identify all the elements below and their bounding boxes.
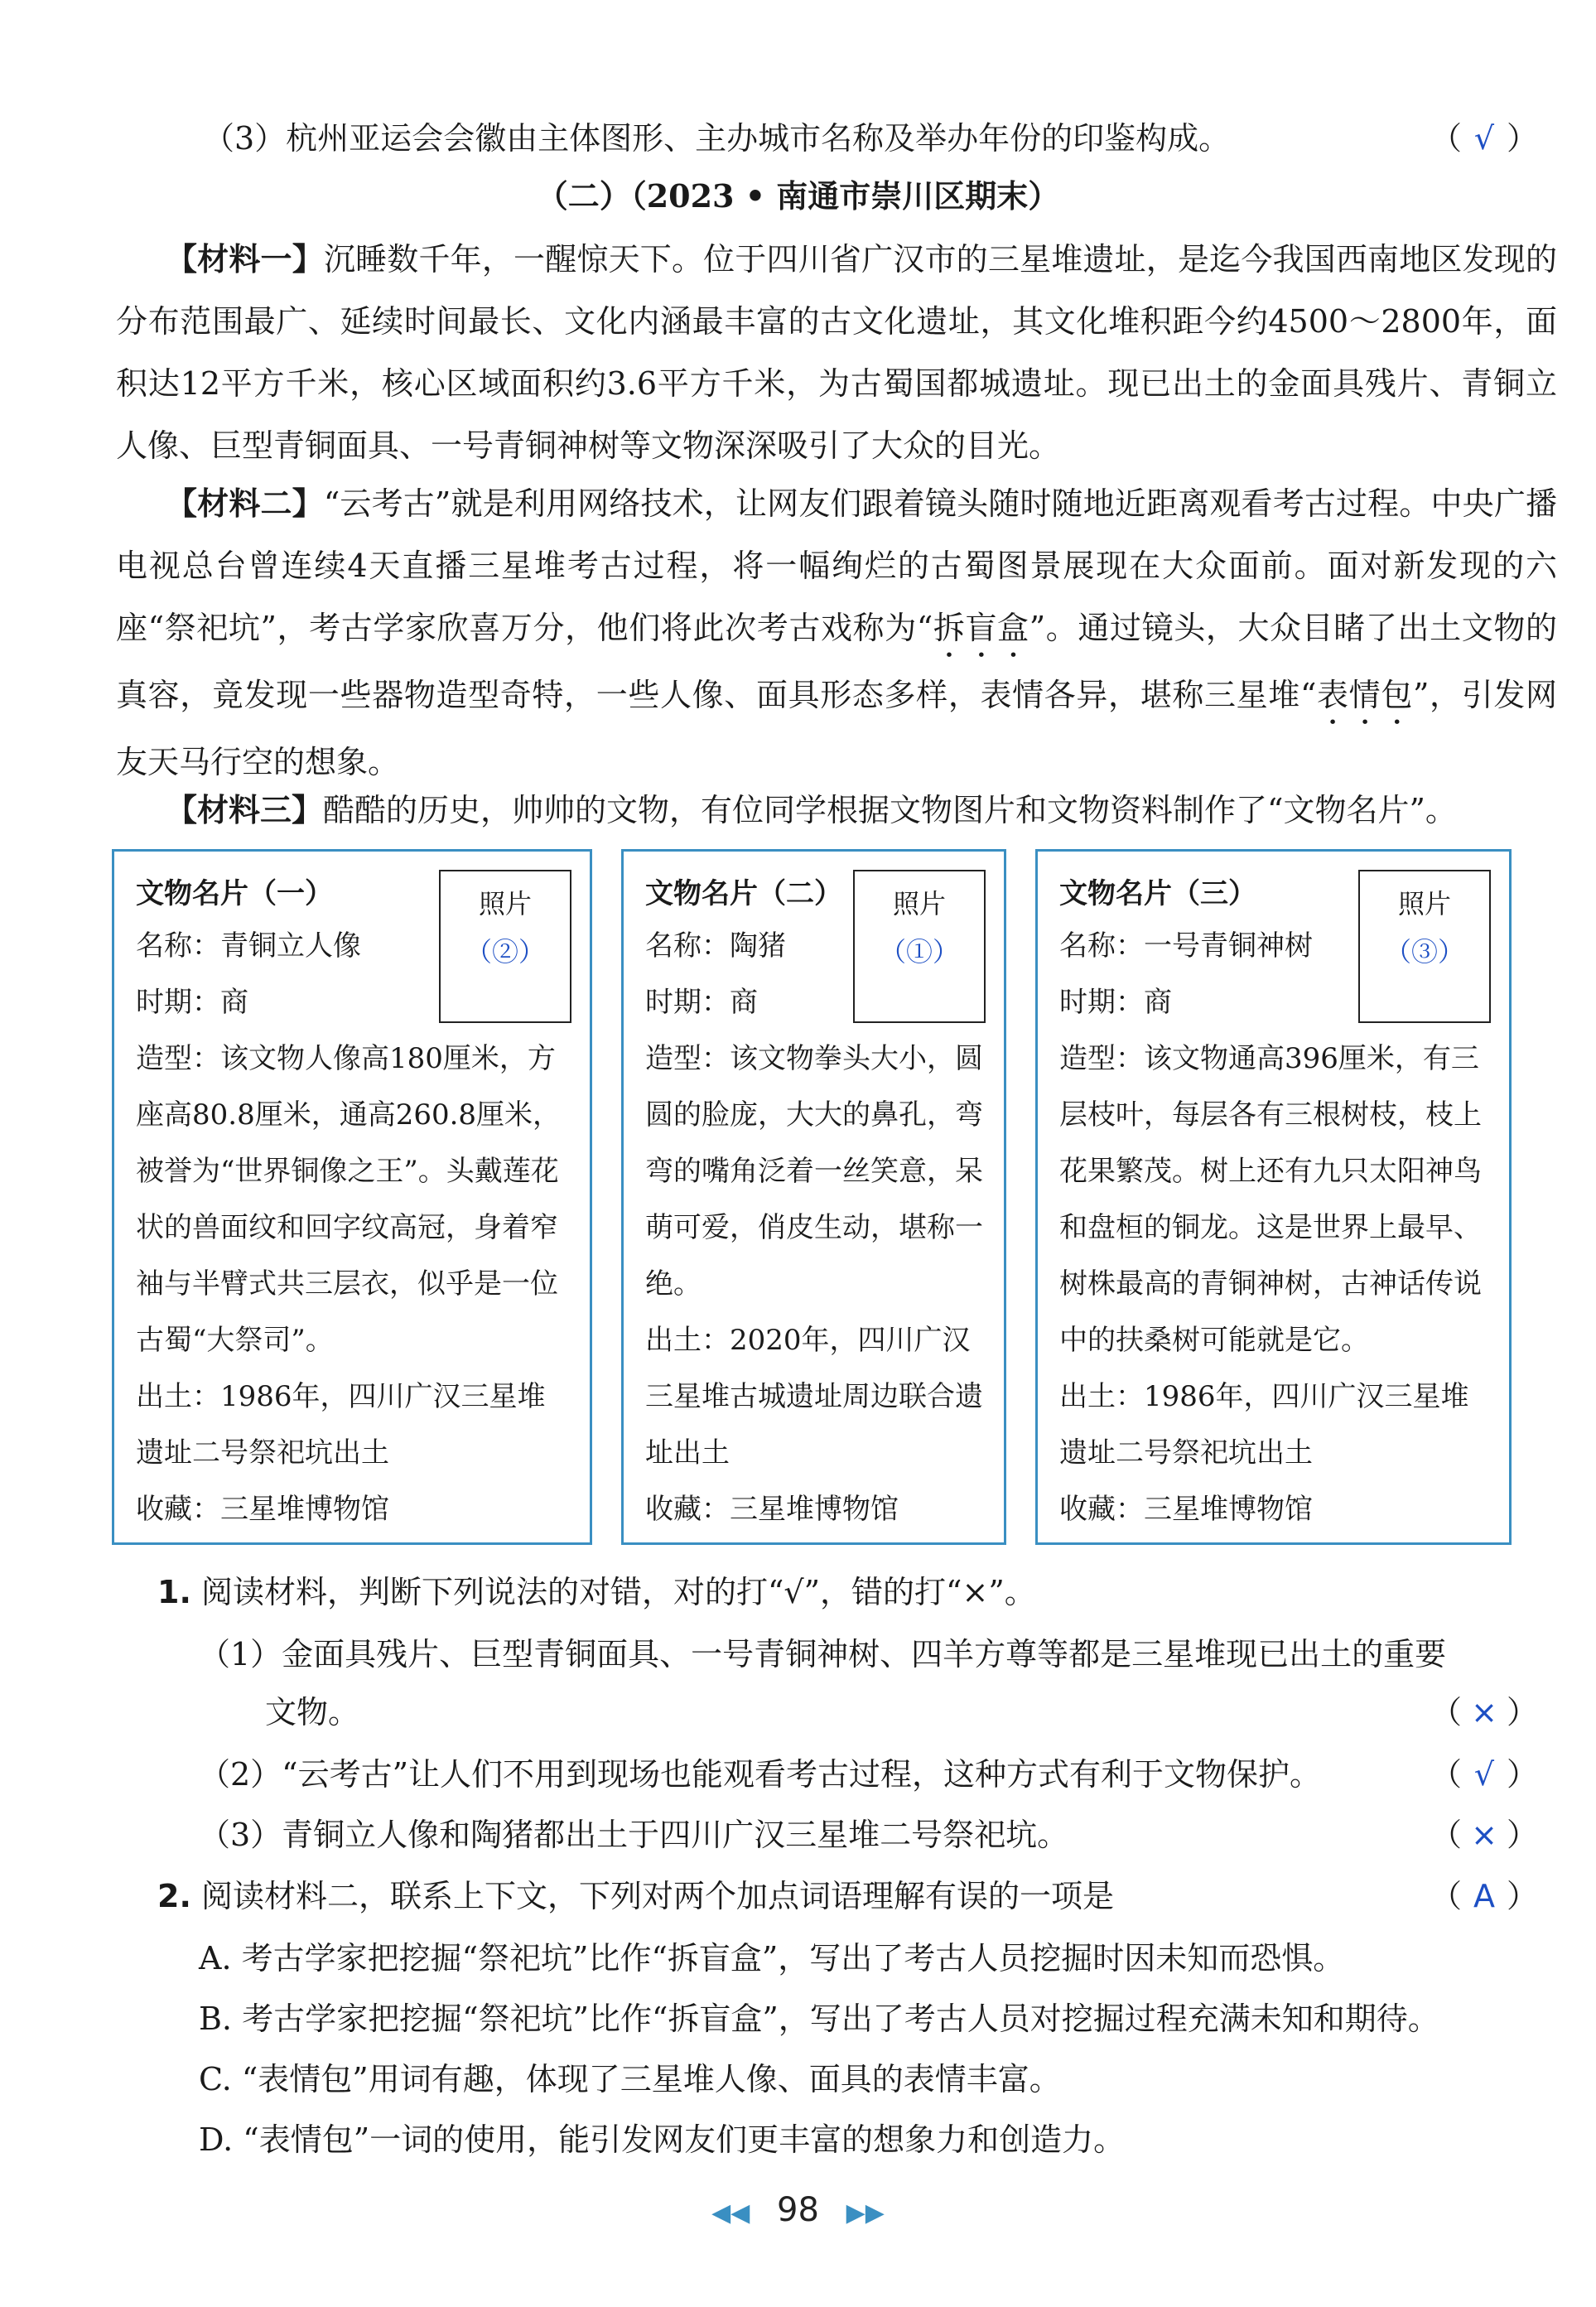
card-unearthed: 出土：1986年，四川广汉三星堆遗址二号祭祀坑出土 — [1059, 1380, 1469, 1470]
material-2-text-b: ”。通过镜头，大众目睹了出土文物的真容，竟发现一些器物造型奇特，一些人像、面具形态多样，表情各异，堪称三星堆“ — [116, 610, 1557, 713]
emphasis-word-chai-mang-he: 拆盲盒 — [933, 610, 1029, 646]
material-1 — [116, 228, 1557, 477]
question-2-text: 阅读材料二，联系上下文，下列对两个加点词语理解有误的一项是 — [200, 1878, 1114, 1914]
question-1-item-2-answer: √ — [1473, 1756, 1495, 1793]
material-1-text: 沉睡数千年，一醒惊天下。位于四川省广汉市的三星堆遗址，是迄今我国西南地区发现的分布范围最广、延续时间最长、文化内涵最丰富的古文化遗址，其文化堆积距今约4500～2800年，面积达12平方千米，核心区域面积约3.6平方千米，为古蜀国都城遗址。现已出土的金面具残片、青铜立人像、巨型青铜面具、一号青铜神树等文物深深吸引了大众的目光。 — [116, 241, 1557, 464]
photo-answer: （③） — [1384, 936, 1464, 968]
card-title: 文物名片（三） — [1059, 877, 1256, 910]
question-1-stem — [157, 1561, 1036, 1623]
top-q3-answer-box: （ √ ） — [1430, 108, 1538, 169]
question-1-item-1-cont: 文物。 — [265, 1694, 360, 1730]
card-unearthed: 出土：2020年，四川广汉三星堆古城遗址周边联合遗址出土 — [645, 1324, 983, 1470]
top-q3-answer: √ — [1473, 120, 1495, 157]
question-2-number: 2. — [157, 1878, 191, 1914]
card-collection: 收藏：三星堆博物馆 — [645, 1493, 899, 1526]
question-2-option-d: D. “表情包”一词的使用，能引发网友们更丰富的想象力和创造力。 — [199, 2121, 1126, 2158]
emphasis-word-biao-qing-bao: 表情包 — [1316, 677, 1413, 713]
top-question-3 — [203, 108, 1596, 169]
card-period: 时期：商 — [136, 986, 248, 1019]
question-1-item-1-answer: × — [1471, 1694, 1497, 1730]
card-shape: 造型：该文物拳头大小，圆圆的脸庞，大大的鼻孔，弯弯的嘴角泛着一丝笑意，呆萌可爱，俏皮生动，堪称一绝。 — [645, 1042, 983, 1301]
photo-answer: （①） — [879, 936, 959, 968]
question-2-option-a: A. 考古学家把挖掘“祭祀坑”比作“拆盲盒”，写出了考古人员挖掘时因未知而恐惧。 — [199, 1940, 1345, 1976]
page-number: 98 — [777, 2191, 819, 2229]
question-1-item-1: （1）金面具残片、巨型青铜面具、一号青铜神树、四羊方尊等都是三星堆现已出土的重要 — [199, 1636, 1447, 1672]
material-2-tag: 【材料二】 — [166, 485, 324, 522]
question-2-answer: A — [1473, 1878, 1495, 1914]
photo-label: 照片 — [478, 888, 532, 919]
card-collection: 收藏：三星堆博物馆 — [1059, 1493, 1313, 1526]
material-2-text-c: ”，引发网友天马行空的想象。 — [116, 677, 1557, 780]
card-title: 文物名片（一） — [136, 877, 333, 910]
question-1-item-3-answer-box: （ × ） — [1430, 1804, 1538, 1865]
photo-box — [853, 870, 986, 1023]
top-q3-text: （3）杭州亚运会会徽由主体图形、主办城市名称及举办年份的印鉴构成。 — [203, 120, 1231, 157]
card-period: 时期：商 — [645, 986, 758, 1019]
material-3 — [116, 779, 1557, 842]
question-1-item-2-answer-box: （ √ ） — [1430, 1744, 1538, 1805]
card-period: 时期：商 — [1059, 986, 1172, 1019]
card-shape: 造型：该文物通高396厘米，有三层枝叶，每层各有三根树枝，枝上花果繁茂。树上还有九只太阳神鸟和盘桓的铜龙。这是世界上最早、树株最高的青铜神树，古神话传说中的扶桑树可能就是它。 — [1059, 1042, 1482, 1357]
question-2-option-c: C. “表情包”用词有趣，体现了三星堆人像、面具的表情丰富。 — [199, 2061, 1061, 2097]
question-1-item-3: （3）青铜立人像和陶猪都出土于四川广汉三星堆二号祭祀坑。 — [199, 1817, 1069, 1853]
photo-box — [439, 870, 571, 1023]
question-2-stem — [157, 1865, 1114, 1927]
left-arrows-icon: ◀◀ — [711, 2198, 750, 2227]
section-title: （二）（2023 • 南通市崇川区期末） — [536, 177, 1060, 215]
photo-answer: （②） — [465, 936, 545, 968]
photo-label: 照片 — [1397, 888, 1451, 919]
question-1-item-3-answer: × — [1471, 1817, 1497, 1853]
card-title: 文物名片（二） — [645, 877, 842, 910]
question-2-option-b: B. 考古学家把挖掘“祭祀坑”比作“拆盲盒”，写出了考古人员对挖掘过程充满未知和期待。 — [199, 2001, 1439, 2037]
artifact-card-1 — [112, 849, 592, 1545]
card-name: 名称：一号青铜神树 — [1059, 929, 1313, 963]
question-1-number: 1. — [157, 1574, 191, 1610]
question-2-answer-box: （ A ） — [1430, 1865, 1538, 1927]
card-collection: 收藏：三星堆博物馆 — [136, 1493, 389, 1526]
card-shape: 造型：该文物人像高180厘米，方座高80.8厘米，通高260.8厘米，被誉为“世界铜像之王”。头戴莲花状的兽面纹和回字纹高冠，身着窄袖与半臂式共三层衣，似乎是一位古蜀“大祭司”。 — [136, 1042, 562, 1357]
card-name: 名称：青铜立人像 — [136, 929, 361, 963]
material-2-text-a: “云考古”就是利用网络技术，让网友们跟着镜头随时随地近距离观看考古过程。中央广播电视总台曾连续4天直播三星堆考古过程，将一幅绚烂的古蜀图景展现在大众面前。面对新发现的六座“祭祀坑”，考古学家欣喜万分，他们将此次考古戏称为“ — [116, 485, 1557, 646]
photo-label: 照片 — [892, 888, 946, 919]
artifact-card-2 — [621, 849, 1006, 1545]
question-1-text: 阅读材料，判断下列说法的对错，对的打“√”，错的打“×”。 — [200, 1574, 1036, 1610]
material-3-tag: 【材料三】 — [166, 791, 324, 828]
material-1-tag: 【材料一】 — [166, 240, 324, 278]
artifact-card-3 — [1035, 849, 1512, 1545]
photo-box — [1358, 870, 1491, 1023]
question-1-item-1-answer-box: （ × ） — [1430, 1682, 1538, 1743]
material-2 — [116, 472, 1557, 794]
material-3-text: 酷酷的历史，帅帅的文物，有位同学根据文物图片和文物资料制作了“文物名片”。 — [323, 792, 1457, 828]
question-1-item-2: （2）“云考古”让人们不用到现场也能观看考古过程，这种方式有利于文物保护。 — [199, 1756, 1322, 1793]
right-arrows-icon: ▶▶ — [846, 2198, 885, 2227]
page-footer — [0, 2191, 1596, 2229]
card-name: 名称：陶猪 — [645, 929, 786, 963]
card-unearthed: 出土：1986年，四川广汉三星堆遗址二号祭祀坑出土 — [136, 1380, 546, 1470]
